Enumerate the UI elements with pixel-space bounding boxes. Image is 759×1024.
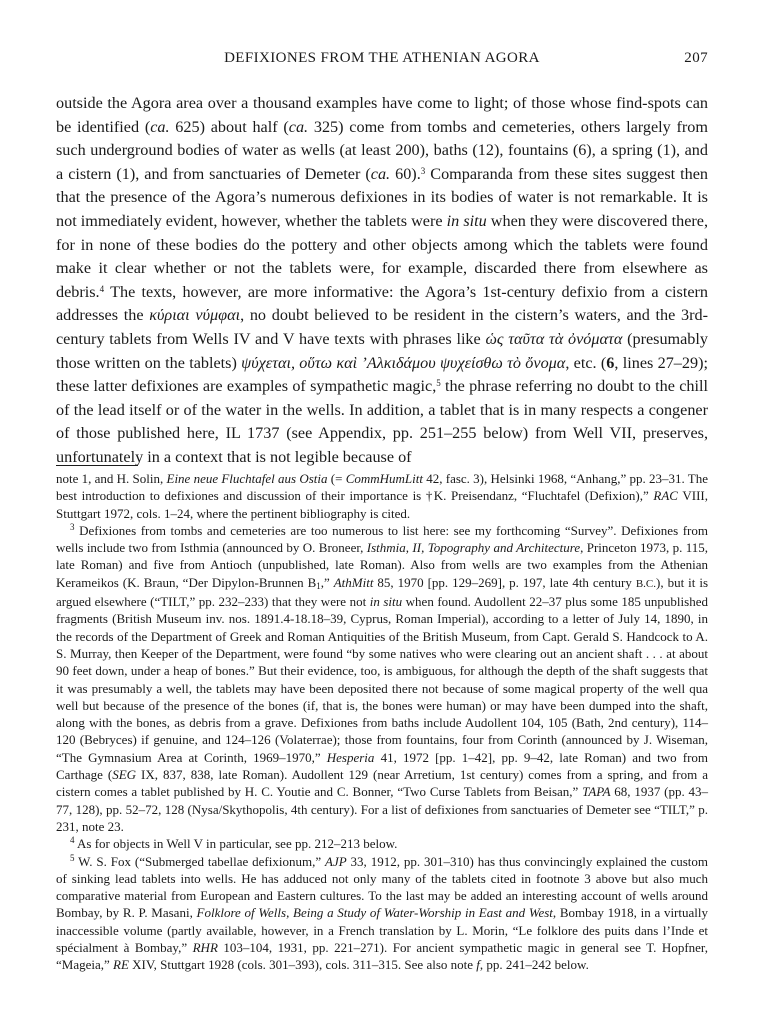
page-number: 207 [684, 50, 708, 66]
body-paragraph: outside the Agora area over a thousand examples have come to light; of those whose find-spots can be identified (ca. 625) about half (ca. 325) come from tombs and cemeteries, others largely from such underground bodies of water as wells (at least 200), baths (12), fountains (6), a spring (1), and a cistern (1), and from sanctuaries of Demeter (ca. 60).$^3$ Comparanda from these sites suggest then that the presence of the Agora’s numerous defixiones in its bodies of water is not remarkable. It is not immediately evident, however, whether the tablets were in situ when they were discovered there, for in none of these bodies do the pottery and other objects among which the tablets were found make it clear whether or not the tablets were, for example, discarded there from elsewhere as debris.$^4$ The texts, however, are more informative: the Agora’s 1st-century defixio from a cistern addresses the κύριαι νύμφαι, no doubt believed to be resident in the cistern’s waters, and the 3rd-century tablets from Wells IV and V have texts with phrases like ὡς ταῦτα τὰ ὀνόματα (presumably those written on the tablets) ψύχεται, οὕτω καὶ ’Αλκιδάμου ψυχείσθω τὸ ὄνομα, etc. (6, lines 27–29); these latter defixiones are examples of sympathetic magic,$^5$ the phrase referring no doubt to the chill of the lead itself or of the water in the wells. In addition, a tablet that is in many respects a congener of those published here, IL 1737 (see Appendix, pp. 251–255 below) from Well VII, preserves, unfortunately in a context that is not legible because of [56, 94, 709, 466]
greek-phrase: ψύχεται, οὕτω καὶ ’Αλκιδάμου ψυχείσθω τὸ ὄνομα [241, 353, 566, 372]
footnote-ref-3: 3 [420, 165, 426, 176]
catalogue-number: 6 [606, 353, 615, 372]
footnote-ref-4: 4 [99, 283, 105, 294]
main-text [56, 92, 708, 470]
greek-phrase: κύριαι νύμφαι [149, 306, 241, 325]
footnote-4: $^4$ As for objects in Well V in particular, see pp. 212–213 below. [70, 835, 398, 852]
footnote-continued: note 1, and H. Solin, Eine neue Fluchtafel aus Ostia (= CommHumLitt 42, fasc. 3), Helsinki 1968, “Anhang,” pp. 23–31. The best introduction to defixiones and discussion of their importance is †K. Preisendanz, “Fluchtafel (Defixion),” RAC VIII, Stuttgart 1972, cols. 1–24, where the pertinent bibliography is cited. [56, 471, 708, 521]
greek-phrase: ὡς ταῦτα τὰ ὀνόματα [485, 329, 623, 348]
footnotes [56, 470, 708, 974]
running-header [56, 50, 708, 72]
footnote-rule [56, 465, 138, 466]
footnote-ref-5: 5 [436, 378, 441, 389]
footnote-5: $^5$ W. S. Fox (“Submerged tabellae defixionum,” AJP 33, 1912, pp. 301–310) has thus convincingly explained the custom of sinking lead tablets into wells. He has adduced not only many of the tablets cited in footnote 3 above but also much comparative material from European and Eastern cultures. To the last may be added an interesting account of wells around Bombay, by R. P. Masani, Folklore of Wells, Being a Study of Water-Worship in East and West, Bombay 1918, in a virtually inaccessible volume (partly available, however, in a French translation by L. Morin, “Le folklore des puits dans l’Inde et spécialment à Bombay,” RHR 103–104, 1931, pp. 221–271). For ancient sympathetic magic in general see T. Hopfner, “Mageia,” RE XIV, Stuttgart 1928 (cols. 301–393), cols. 311–315. See also note f, pp. 241–242 below. [56, 852, 708, 973]
footnote-3: $^3$ Defixiones from tombs and cemeteries are too numerous to list here: see my forthcoming “Survey”. Defixiones from wells include two from Isthmia (announced by O. Broneer, Isthmia, II, Topography and Architecture, Princeton 1973, p. 115, late Roman) and five from Antioch (unpublished, late Roman). Also from wells are two examples from the Athenian Kerameikos (K. Braun, “Der Dipylon-Brunnen $B_1$,” AthMitt 85, 1970 [pp. 129–269], p. 197, late 4th century B.C.), but it is argued elsewhere (“TILT,” pp. 232–233) that they were not in situ when found. Audollent 22–37 plus some 185 unpublished fragments (British Museum inv. nos. 1891.4-18.18–39, Cyprus, Roman Imperial), according to a letter of July 14, 1890, in the records of the Department of Greek and Roman Antiquities of the British Museum, from Capt. Gerald S. Handcock to A. S. Murray, then Keeper of the Department, were found “by some natives who were clearing out an ancient shaft . . . at about 90 feet down, under a heap of bones.” But their evidence, too, is ambiguous, for although the depth of the shaft suggests that it was presumably a well, the tablets may have been deposited there not because of some magical property of the well qua well but because of the presence of the bones (if, that is, the bones were human) or may have been dumped into the shaft, along with the bones, as debris from a grave. Defixiones from baths include Audollent 104, 105 (Bath, 2nd century), 114–120 (Bebryces) if genuine, and 124–126 (Volaterrae); those from fountains, four from Corinth (announced by J. Wiseman, “The Gymnasium Area at Corinth, 1969–1970,” Hesperia 41, 1972 [pp. 1–42], pp. 9–42, late Roman) and two from Carthage (SEG IX, 837, 838, late Roman). Audollent 129 (near Arretium, 1st century) comes from a spring, and from a cistern comes a tablet published by H. C. Youtie and C. Bonner, “Two Curse Tablets from Beisan,” TAPA 68, 1937 (pp. 43–77, 128), pp. 52–72, 128 (Nysa/Skythopolis, 4th century). For a list of defixiones from sanctuaries of Demeter see “TILT,” p. 231, note 23. [56, 521, 709, 834]
running-title: DEFIXIONES FROM THE ATHENIAN AGORA [224, 50, 540, 66]
